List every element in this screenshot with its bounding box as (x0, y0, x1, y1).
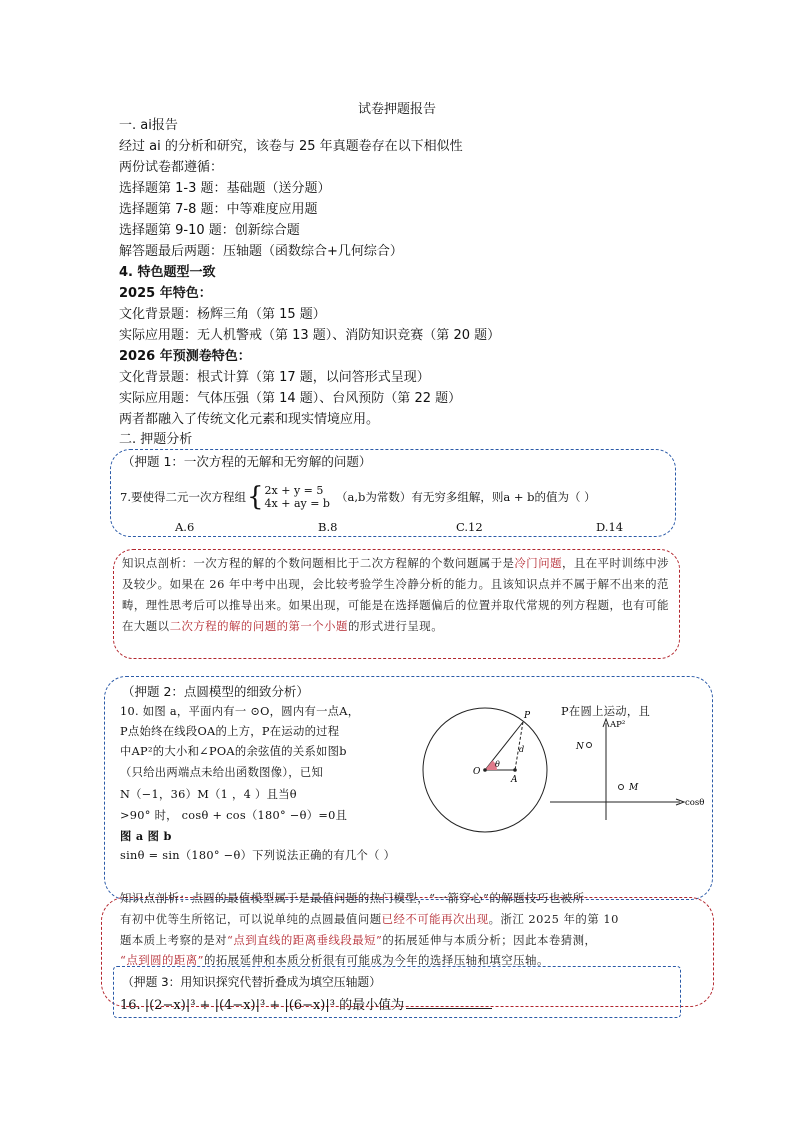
question-2-line: （只给出两端点未给出函数图像），已知 (120, 766, 324, 779)
report-line: 经过 ai 的分析和研究，该卷与 25 年真题卷存在以下相似性 (119, 139, 463, 154)
question-2-side-text: P在圆上运动，且 (561, 705, 651, 718)
question-2-heading: （押题 2：点圆模型的细致分析） (122, 684, 309, 699)
section-heading-predict: 二. 押题分析 (119, 432, 193, 447)
analysis-1-text (122, 553, 674, 637)
point-o (483, 768, 487, 772)
label-d: d (519, 745, 525, 754)
report-line: 选择题第 9-10 题：创新综合题 (119, 223, 300, 238)
report-line: 4. 特色题型一致 (119, 265, 216, 280)
report-line: 2026 年预测卷特色： (119, 349, 251, 364)
question-1-stem-post: （a,b为常数）有无穷多组解，则a + b的值为（ ） (335, 490, 596, 504)
analysis-2-line4-part2: 的拓展延伸和本质分析很有可能成为今年的选择压轴和填空压轴。 (204, 953, 549, 967)
y-axis-label: AP² (610, 720, 626, 730)
answer-blank[interactable] (406, 1008, 492, 1009)
question-3-stem-text: 16. |(2−x)|³ + |(4−x)|³ + |(6−x)|³ 的最小值为 (120, 998, 405, 1013)
label-p: P (524, 711, 531, 721)
report-line: 文化背景题：杨辉三角（第 15 题） (119, 307, 326, 322)
analysis-1-highlight1: 冷门问题 (514, 556, 562, 570)
label-n: N (576, 742, 584, 752)
report-line: 两者都融入了传统文化元素和现实情境应用。 (119, 412, 380, 427)
label-a: A (511, 775, 518, 785)
question-1-stem-pre: 7.要使得二元一次方程组 (120, 490, 246, 504)
choice-d: D.14 (596, 520, 624, 534)
analysis-2-line2-part2: 。浙江 2025 年的第 10 (488, 912, 619, 926)
report-line: 解答题最后两题：压轴题（函数综合+几何综合） (119, 244, 403, 259)
question-3-heading: （押题 3：用知识探究代替折叠成为填空压轴题） (122, 975, 381, 989)
question-2-line: P点始终在线段OA的上方，P在运动的过程 (120, 725, 340, 738)
analysis-2-line3-highlight: “点到直线的距离垂线段最短” (227, 933, 383, 947)
report-line: 两份试卷都遵循： (119, 160, 224, 175)
choice-c: C.12 (456, 520, 483, 534)
report-line: 实际应用题：气体压强（第 14 题）、台风预防（第 22 题） (119, 391, 462, 406)
question-2-line: 10. 如图 a，平面内有一 ⊙O，圆内有一点A， (120, 705, 360, 718)
question-1-heading: （押题 1：一次方程的无解和无穷解的问题） (122, 454, 372, 469)
equation-system (265, 484, 330, 510)
choice-a: A.6 (175, 520, 195, 534)
page-title: 试卷押题报告 (357, 102, 436, 117)
question-3-stem (120, 994, 492, 1013)
equation-1: 2x + y = 5 (264, 484, 324, 497)
label-o: O (473, 767, 481, 777)
analysis-2-line3 (120, 930, 596, 951)
question-2-line: N（−1，36）M（1 ，4 ）且当θ (120, 788, 297, 801)
analysis-1-part2: ，且在平时训练中涉及较少。如果在 26 年中考中出现，会比较考验学生冷静分析的能力。且该知识点并不属于解不出来的范畴，理性思考后可以推导出来。如果出现，可能是在选择题偏后的位置并取代常规的列方程题，也有可能在大题以 (122, 556, 670, 633)
analysis-1-highlight2: 二次方程的解的问题的第一个小题 (169, 619, 348, 633)
point-n (587, 743, 592, 748)
analysis-2-line1: 知识点剖析：点圆的最值模型属于是最值问题的热门模型，“一箭穿心”的解题技巧也被所 (120, 891, 585, 905)
analysis-1-part1: 知识点剖析：一次方程的解的个数问题相比于二次方程解的个数问题属于是 (122, 556, 515, 570)
analysis-2-line2 (120, 909, 619, 930)
point-a (513, 768, 517, 772)
report-line: 2025 年特色： (119, 286, 212, 301)
analysis-2-line2-highlight: 已经不可能再次出现 (381, 912, 489, 926)
question-2-line: 图 a 图 b (120, 829, 172, 843)
figure-a (415, 700, 555, 840)
report-line: 选择题第 1-3 题：基础题（送分题） (119, 181, 331, 196)
brace-symbol: { (246, 482, 264, 512)
equation-2: 4x + ay = b (264, 497, 330, 510)
analysis-2-line3-part1: 题本质上考察的是对 (120, 933, 228, 947)
figure-b (548, 715, 710, 825)
question-2-line: >90° 时， cosθ + cos（180° −θ）=0且 (120, 809, 348, 822)
report-line: 文化背景题：根式计算（第 17 题，以问答形式呈现） (119, 370, 430, 385)
choice-b: B.8 (318, 520, 338, 534)
point-m (619, 785, 624, 790)
question-2-line: 中AP²的大小和∠POA的余弦值的关系如图b (120, 745, 347, 758)
question-1-stem (120, 484, 596, 510)
label-m: M (629, 783, 639, 793)
section-heading-ai: 一. ai报告 (119, 118, 178, 133)
analysis-2-line3-part2: 的拓展延伸与本质分析；因此本卷猜测， (382, 933, 597, 947)
x-axis-label: cosθ (685, 798, 705, 808)
analysis-2-line2-part1: 有初中优等生所铭记，可以说单纯的点圆最值问题 (120, 912, 382, 926)
report-line: 实际应用题：无人机警戒（第 13 题）、消防知识竞赛（第 20 题） (119, 328, 501, 343)
analysis-2-line4-highlight: “点到圆的距离” (120, 953, 204, 967)
question-2-line: sinθ = sin（180° −θ）下列说法正确的有几个（ ） (120, 849, 396, 862)
report-line: 选择题第 7-8 题：中等难度应用题 (119, 202, 318, 217)
analysis-1-part3: 的形式进行呈现。 (347, 619, 444, 633)
label-theta: θ (495, 760, 500, 769)
